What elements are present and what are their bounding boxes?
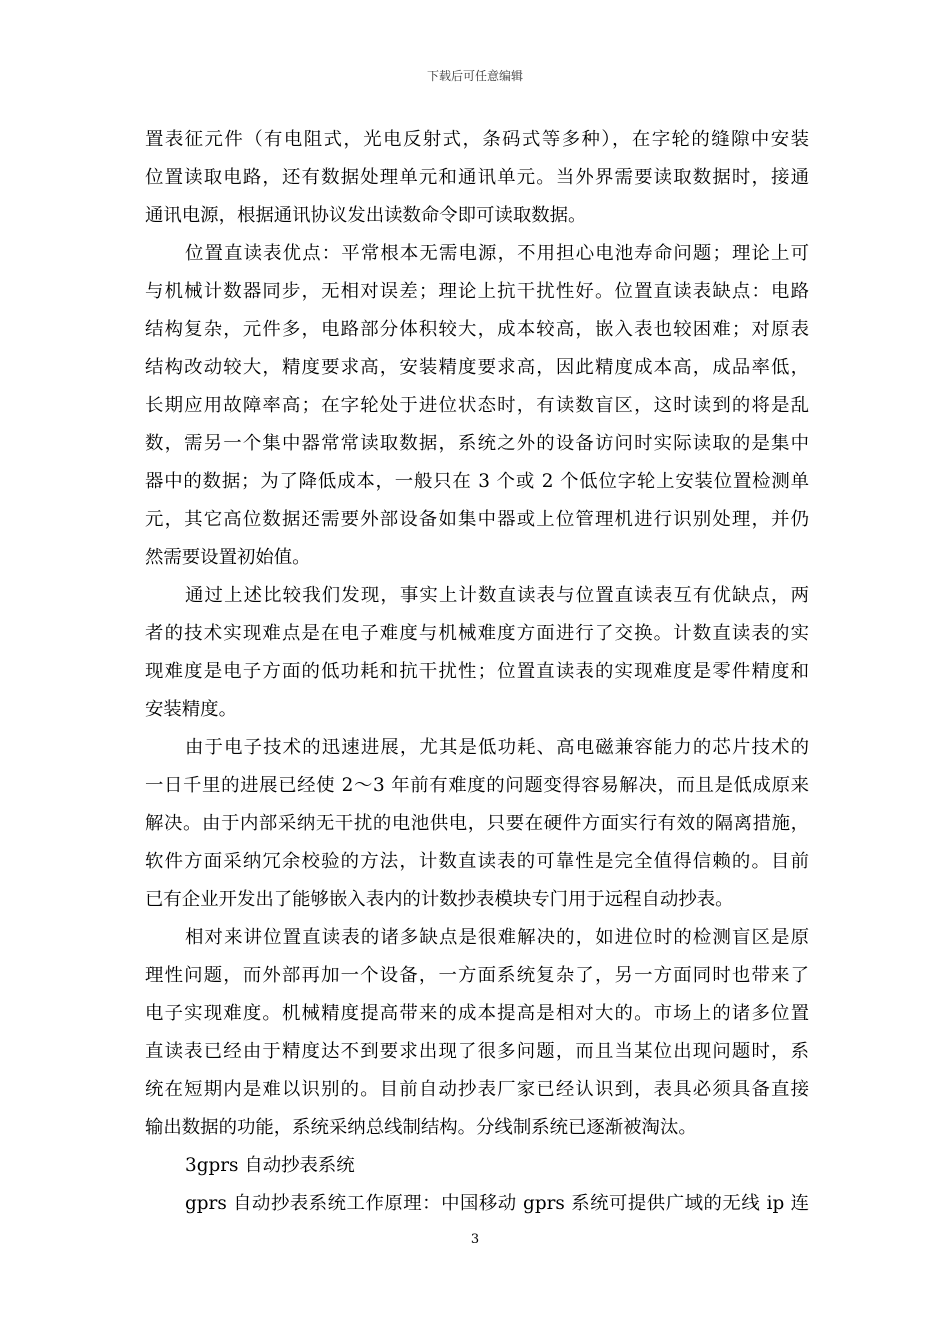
text-line: 理性问题，而外部再加一个设备，一方面系统复杂了，另一方面同时也带来了	[145, 965, 809, 986]
text-line: 元，其它高位数据还需要外部设备如集中器或上位管理机进行识别处理，并仍	[145, 509, 809, 530]
text-line: 安装精度。	[145, 699, 237, 720]
text-line: 解决。由于内部采纳无干扰的电池供电，只要在硬件方面实行有效的隔离措施，	[145, 813, 809, 834]
text-line: 输出数据的功能，系统采纳总线制结构。分线制系统已逐渐被淘汰。	[145, 1117, 697, 1138]
text-line: 现难度是电子方面的低功耗和抗干扰性；位置直读表的实现难度是零件精度和	[145, 661, 809, 682]
paragraph-first-line: 由于电子技术的迅速进展，尤其是低功耗、高电磁兼容能力的芯片技术的	[185, 737, 809, 758]
text-line: 直读表已经由于精度达不到要求出现了很多问题，而且当某位出现问题时，系	[145, 1041, 809, 1062]
section-heading: 3gprs 自动抄表系统	[185, 1155, 355, 1176]
text-line: 数，需另一个集中器常常读取数据，系统之外的设备访问时实际读取的是集中	[145, 433, 809, 454]
paragraph-first-line: 位置直读表优点：平常根本无需电源，不用担心电池寿命问题；理论上可	[185, 243, 809, 264]
page-header: 下载后可任意编辑	[426, 69, 523, 83]
text-line: 电子实现难度。机械精度提高带来的成本提高是相对大的。市场上的诸多位置	[145, 1003, 809, 1024]
text-line: 与机械计数器同步，无相对误差；理论上抗干扰性好。位置直读表缺点：电路	[145, 281, 809, 302]
document-body	[145, 121, 809, 1223]
text-line: 一日千里的进展已经使 2～3 年前有难度的问题变得容易解决，而且是低成原来	[145, 775, 809, 796]
page-number: 3	[470, 1232, 480, 1247]
text-line: 已有企业开发出了能够嵌入表内的计数抄表模块专门用于远程自动抄表。	[145, 889, 734, 910]
text-line: 通讯电源，根据通讯协议发出读数命令即可读取数据。	[145, 205, 587, 226]
paragraph-first-line: 相对来讲位置直读表的诸多缺点是很难解决的，如进位时的检测盲区是原	[185, 927, 809, 948]
text-line: 统在短期内是难以识别的。目前自动抄表厂家已经认识到，表具必须具备直接	[145, 1079, 809, 1100]
text-line: 器中的数据；为了降低成本，一般只在 3 个或 2 个低位字轮上安装位置检测单	[145, 471, 809, 492]
text-line: 长期应用故障率高；在字轮处于进位状态时，有读数盲区，这时读到的将是乱	[145, 395, 809, 416]
text-line: 位置读取电路，还有数据处理单元和通讯单元。当外界需要读取数据时，接通	[145, 167, 809, 188]
text-line: 者的技术实现难点是在电子难度与机械难度方面进行了交换。计数直读表的实	[145, 623, 809, 644]
text-line: 结构改动较大，精度要求高，安装精度要求高，因此精度成本高，成品率低，	[145, 357, 809, 378]
paragraph-first-line: gprs 自动抄表系统工作原理：中国移动 gprs 系统可提供广域的无线 ip 连	[185, 1193, 809, 1214]
text-line: 然需要设置初始值。	[145, 547, 311, 568]
text-line: 结构复杂，元件多，电路部分体积较大，成本较高，嵌入表也较困难；对原表	[145, 319, 809, 340]
text-line: 置表征元件（有电阻式，光电反射式，条码式等多种），在字轮的缝隙中安装	[145, 129, 809, 150]
paragraph-first-line: 通过上述比较我们发现，事实上计数直读表与位置直读表互有优缺点，两	[185, 585, 809, 606]
text-line: 软件方面采纳冗余校验的方法，计数直读表的可靠性是完全值得信赖的。目前	[145, 851, 809, 872]
